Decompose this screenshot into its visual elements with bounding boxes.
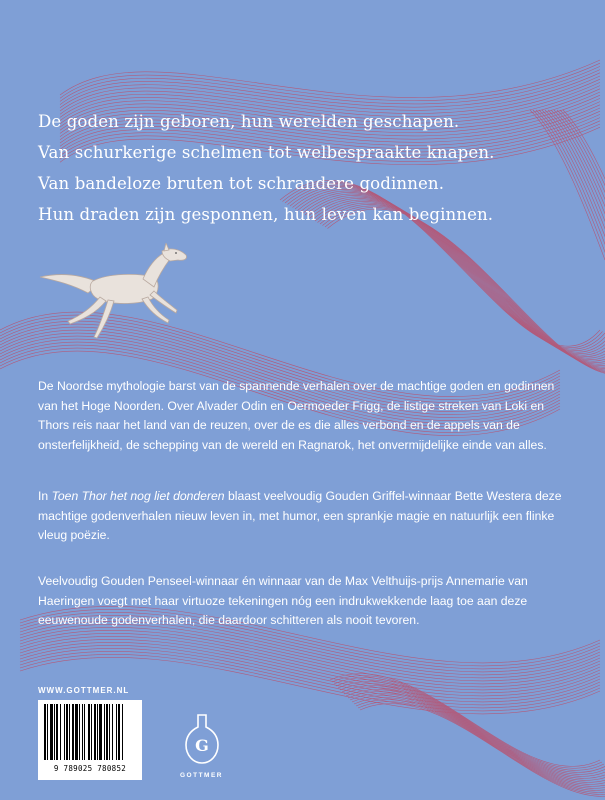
publisher-name: GOTTMER — [180, 772, 223, 779]
poem-line: Hun draden zijn gesponnen, hun leven kan beginnen. — [38, 205, 494, 224]
barcode-bar — [97, 704, 98, 760]
barcode-bar — [44, 704, 46, 760]
barcode-bar — [116, 704, 117, 760]
barcode-bar — [50, 704, 53, 760]
barcode-bar — [88, 704, 90, 760]
barcode-bar — [109, 704, 110, 760]
poem — [38, 106, 578, 230]
website-url: WWW.GOTTMER.NL — [38, 686, 130, 695]
thread-line — [350, 694, 605, 787]
logo-letter: G — [195, 736, 209, 755]
isbn-number: 9 789025 780852 — [53, 764, 127, 773]
barcode-bar — [64, 704, 65, 760]
barcode-bar — [106, 704, 108, 760]
thread-line — [348, 692, 605, 785]
barcode-bar — [72, 704, 74, 760]
description-paragraph-3: Veelvoudig Gouden Penseel-winnaar én winnaar van de Max Velthuijs-prijs Annemarie van Haeringen voegt met haar virtuoze tekeningen nóg een indrukwekkende laag toe aan deze eeuwenoude godenverhalen, die daardoor schitteren als nooit tevoren. — [38, 574, 528, 628]
poem-line: Van schurkerige schelmen tot welbespraakte knapen. — [38, 143, 495, 162]
thread-line — [325, 207, 605, 373]
barcode-bar — [54, 704, 55, 760]
description-paragraph-1: De Noordse mythologie barst van de spannende verhalen over de machtige goden en godinnen van het Hoge Noorden. Over Alvader Odin en Oermoeder Frigg, de listige streken van Loki en Thors reis naar het land van de reuzen, over de es die alles verbond en de appels van de onsterfelijkheid, de schepping van de wereld en Ragnarok, het onvermijdelijke einde van alles. — [38, 379, 555, 452]
barcode-bar — [69, 704, 70, 760]
paragraph-text: In — [38, 489, 52, 503]
book-title: Toen Thor het nog liet donderen — [51, 489, 225, 503]
thread-line — [346, 690, 605, 783]
barcode-bar — [56, 704, 58, 760]
barcode-bar — [104, 704, 105, 760]
thread-line — [356, 700, 605, 793]
poem-line: De goden zijn geboren, hun werelden geschapen. — [38, 112, 460, 131]
thread-line — [352, 696, 605, 789]
description-paragraph-2 — [38, 487, 573, 546]
thread-line — [60, 60, 600, 98]
barcode-bar — [82, 704, 83, 760]
barcode-bar — [118, 704, 120, 760]
barcode-bar — [47, 704, 48, 760]
barcode-bar — [99, 704, 102, 760]
barcode-bar — [60, 704, 61, 760]
barcode-bar — [91, 704, 92, 760]
poem-line: Van bandeloze bruten tot schrandere godinnen. — [38, 174, 445, 193]
thread-line — [358, 702, 605, 795]
barcode-bar — [112, 704, 113, 760]
paragraph-text: blaast veelvoudig Gouden Griffel-winnaar Bette Westera deze machtige godenverhalen nieuw leven in, met humor, een sprankje magie en natuurlijk een flinke vleug poëzie. — [38, 489, 562, 543]
barcode-bar — [66, 704, 68, 760]
thread-line — [60, 63, 600, 101]
gottmer-logo-icon — [182, 713, 222, 775]
barcode-bar — [75, 704, 78, 760]
barcode-bar — [79, 704, 80, 760]
barcode-bar — [122, 704, 123, 760]
barcode-bar — [84, 704, 85, 760]
horse-illustration — [38, 243, 198, 353]
barcode-bar — [94, 704, 96, 760]
barcode — [38, 700, 142, 780]
